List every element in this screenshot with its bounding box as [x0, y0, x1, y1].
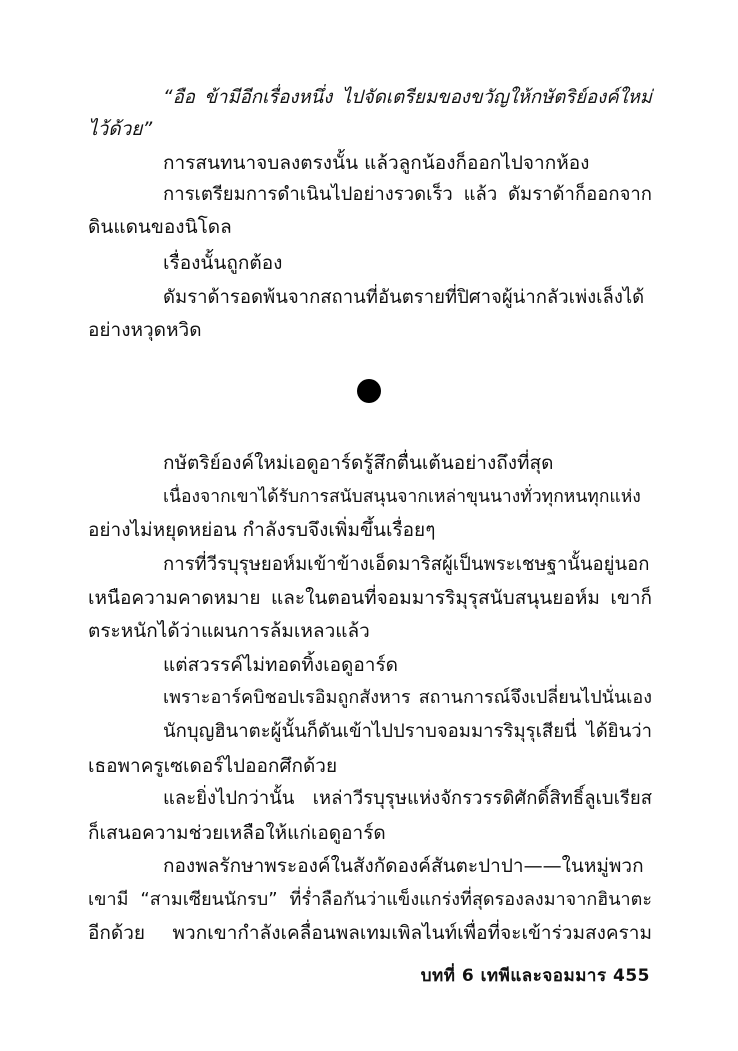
text-line: เพราะอาร์คบิชอปเรอิมถูกสังหาร สถานการณ์จึงเปลี่ยนไปนั่นเอง	[163, 687, 652, 708]
text-line: เขามี “สามเซียนนักรบ” ที่ร่ำลือกันว่าแข็งแกร่งที่สุดรองลงมาจากฮินาตะ	[88, 889, 652, 910]
text-line: อีกด้วย พวกเขากำลังเคลื่อนพลเทมเพิลไนท์เพื่อที่จะเข้าร่วมสงคราม	[88, 922, 652, 944]
text-line: กษัตริย์องค์ใหม่เอดูอาร์ดรู้สึกตื่นเต้นอย่างถึงที่สุด	[163, 452, 554, 474]
text-line: แต่สวรรค์ไม่ทอดทิ้งเอดูอาร์ด	[163, 654, 398, 676]
text-line: เหนือความคาดหมาย และในตอนที่จอมมารริมุรุสนับสนุนยอห์ม เขาก็	[88, 587, 652, 609]
text-line: ดินแดนของนิโดล	[88, 216, 232, 238]
text-line: และยิ่งไปกว่านั้น เหล่าวีรบุรุษแห่งจักรวรรดิศักดิ์สิทธิ์ลูเบเรียส	[163, 788, 652, 809]
text-line: อย่างหวุดหวิด	[88, 319, 202, 341]
text-line: ดัมราด้ารอดพ้นจากสถานที่อันตรายที่ปิศาจผู้น่ากลัวเพ่งเล็งได้	[163, 287, 645, 308]
text-line: เนื่องจากเขาได้รับการสนับสนุนจากเหล่าขุนนางทั่วทุกหนทุกแห่ง	[163, 487, 641, 507]
text-line: อย่างไม่หยุดหย่อน กำลังรบจึงเพิ่มขึ้นเรื่อยๆ	[88, 519, 436, 541]
text-line: การเตรียมการดำเนินไปอย่างรวดเร็ว แล้ว ดัมราด้าก็ออกจาก	[163, 184, 652, 205]
text-line: นักบุญฮินาตะผู้นั้นก็ดันเข้าไปปราบจอมมารริมุรุเสียนี่ ได้ยินว่า	[163, 721, 652, 742]
text-line: ไว้ด้วย”	[88, 118, 153, 140]
section-break-dot	[357, 379, 381, 403]
page-footer: บทที่ 6 เทพีและจอมมาร 455	[420, 966, 650, 986]
text-line: “อือ ข้ามีอีกเรื่องหนึ่ง ไปจัดเตรียมของขวัญให้กษัตริย์องค์ใหม่	[163, 87, 652, 108]
text-line: เธอพาครูเซเดอร์ไปออกศึกด้วย	[88, 755, 338, 777]
text-line: ก็เสนอความช่วยเหลือให้แก่เอดูอาร์ด	[88, 822, 386, 844]
text-line: กองพลรักษาพระองค์ในสังกัดองค์สันตะปาปา——ในหมู่พวก	[163, 855, 644, 877]
text-line: การสนทนาจบลงตรงนั้น แล้วลูกน้องก็ออกไปจากห้อง	[163, 152, 590, 174]
text-line: ตระหนักได้ว่าแผนการล้มเหลวแล้ว	[88, 620, 370, 642]
text-line: เรื่องนั้นถูกต้อง	[163, 252, 283, 274]
text-line: การที่วีรบุรุษยอห์มเข้าข้างเอ็ดมาริสผู้เป็นพระเชษฐานั้นอยู่นอก	[163, 554, 650, 575]
